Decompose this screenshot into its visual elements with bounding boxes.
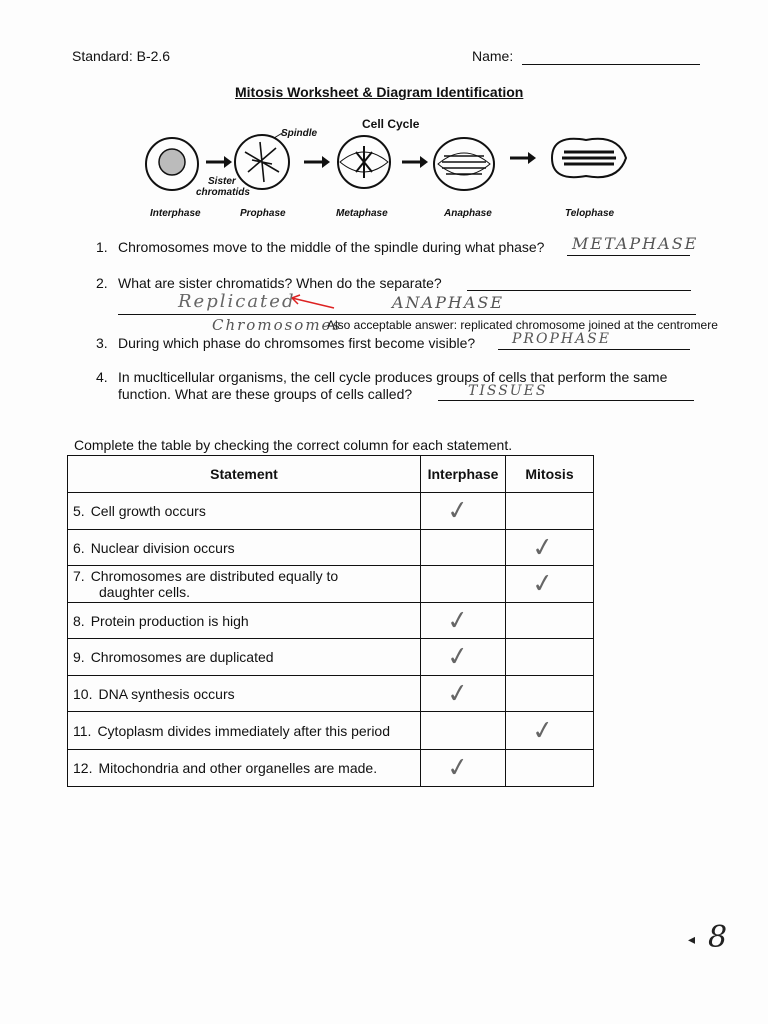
header-interphase: Interphase [421,456,506,493]
mitosis-cell[interactable] [506,566,594,603]
interphase-cell[interactable] [421,530,506,566]
mitosis-cell[interactable] [506,493,594,530]
statement-number: 5. [73,503,85,519]
checkmark-icon: ✓ [530,567,556,601]
answer-2-line-a [467,290,691,291]
table-row [68,676,594,712]
anaphase-cell [434,138,494,190]
statement-text: DNA synthesis occurs [98,685,235,702]
header-mitosis: Mitosis [506,456,594,493]
question-3-text: During which phase do chromsomes first become visible? [118,335,476,351]
statement-text-2: daughter cells. [99,584,191,600]
statement-cell [68,566,421,603]
diagram-title: Cell Cycle [362,117,420,131]
header-statement: Statement [68,456,421,493]
answer-2b: ANAPHASE [392,293,505,312]
interphase-cell[interactable] [421,566,506,603]
statement-text: Chromosomes are duplicated [90,649,274,665]
table-row [68,566,594,603]
interphase-cell[interactable] [421,750,506,787]
question-1-text: Chromosomes move to the middle of the spindle during what phase? [118,239,545,255]
table-row [68,493,594,530]
table-row [68,750,594,787]
statement-number: 11. [73,722,92,739]
statement-cell [68,712,421,750]
mitosis-cell[interactable] [506,603,594,639]
mitosis-cell[interactable] [506,530,594,566]
acceptable-answer-note: Also acceptable answer: replicated chromosome joined at the centromere [327,318,718,332]
question-4-text: In muclticellular organisms, the cell cycle produces groups of cells that perform the same [118,369,668,385]
question-3-number: 3. [96,335,108,351]
question-2-number: 2. [96,275,108,291]
statement-text: Chromosomes are distributed equally to [90,568,339,584]
standard-label: Standard: B-2.6 [72,48,171,64]
statement-number: 10. [73,685,93,702]
checkmark-icon: ✓ [445,604,471,637]
answer-1: METAPHASE [572,234,699,253]
chromatids-label: chromatids [196,187,250,198]
answer-2a: Replicated [178,291,296,312]
interphase-cell[interactable] [421,676,506,712]
answer-3: PROPHASE [512,331,611,347]
statement-text: Nuclear division occurs [90,539,235,556]
table-header-row [68,456,594,493]
stage-prophase: Prophase [240,208,286,219]
stage-telophase: Telophase [565,208,615,219]
name-line [522,64,700,65]
statement-number: 6. [73,539,85,556]
statement-number: 12. [73,760,93,776]
mitosis-cell[interactable] [506,676,594,712]
stage-metaphase: Metaphase [336,208,388,219]
interphase-cell [146,138,198,190]
mitosis-cell[interactable] [506,750,594,787]
checkmark-icon: ✓ [445,640,471,674]
statement-text: Cell growth occurs [90,503,206,519]
checkmark-icon: ✓ [445,751,471,785]
statement-cell [68,676,421,712]
sister-label: Sister [208,176,236,187]
interphase-cell[interactable] [421,603,506,639]
statement-number: 7. [73,568,85,584]
checkmark-icon: ✓ [530,531,556,564]
statement-number: 8. [73,612,85,629]
interphase-cell[interactable] [421,493,506,530]
statement-cell [68,493,421,530]
red-arrow [286,292,338,312]
stage-interphase: Interphase [150,208,201,219]
metaphase-cell [338,136,390,188]
telophase-cell [552,139,626,177]
statement-cell [68,639,421,676]
table-row [68,712,594,750]
table-row [68,530,594,566]
checkmark-icon: ✓ [445,677,471,710]
statement-text: Cytoplasm divides immediately after this period [97,722,391,739]
worksheet-title: Mitosis Worksheet & Diagram Identification [235,84,524,100]
mitosis-cell[interactable] [506,639,594,676]
statement-text: Mitochondria and other organelles are made. [98,760,378,776]
stage-anaphase: Anaphase [444,208,492,219]
answer-4: TISSUES [468,383,548,399]
table-row [68,603,594,639]
score: 8 [708,920,728,955]
question-2-text: What are sister chromatids? When do the separate? [118,275,442,291]
answer-2-line-b [118,314,696,315]
question-4-text-2: function. What are these groups of cells called? [118,386,413,402]
table-instruction: Complete the table by checking the correct column for each statement. [74,437,513,453]
checkmark-icon: ✓ [530,714,556,747]
statement-text: Protein production is high [90,612,249,629]
check-table [67,455,594,787]
question-4-number: 4. [96,369,108,385]
statement-number: 9. [73,649,85,665]
tick-mark: ◂ [688,932,698,948]
answer-1-line [567,255,690,256]
mitosis-cell[interactable] [506,712,594,750]
question-1-number: 1. [96,239,108,255]
statement-cell [68,530,421,566]
answer-3-line [498,349,690,350]
answer-2c: Chromosomes [212,316,343,334]
answer-4-line [438,400,694,401]
table-row [68,639,594,676]
spindle-label: Spindle [281,128,318,139]
checkmark-icon: ✓ [445,494,471,528]
name-label: Name: [472,48,514,64]
statement-cell [68,750,421,787]
prophase-cell [235,132,289,189]
interphase-cell[interactable] [421,639,506,676]
interphase-cell[interactable] [421,712,506,750]
statement-cell [68,603,421,639]
